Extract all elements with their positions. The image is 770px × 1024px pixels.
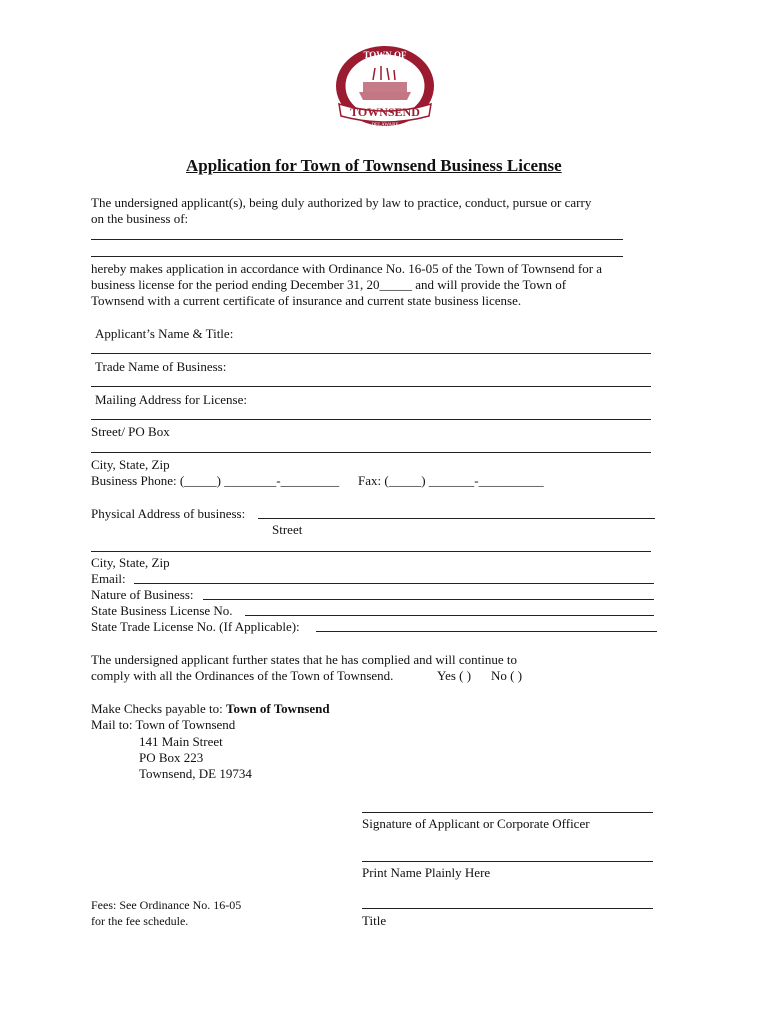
business-of-line-2[interactable] [91, 256, 623, 257]
state-business-license-line[interactable] [245, 615, 654, 616]
state-trade-license-line[interactable] [316, 631, 657, 632]
signature-label: Signature of Applicant or Corporate Officer [362, 816, 590, 831]
applicant-name-label: Applicant’s Name & Title: [95, 326, 234, 341]
payment-checks-line [91, 701, 330, 717]
mail-city: Townsend, DE 19734 [139, 766, 252, 781]
signature-line[interactable] [362, 812, 653, 813]
checks-label: Make Checks payable to: [91, 701, 223, 716]
ordinance-line-1: hereby makes application in accordance with Ordinance No. 16-05 of the Town of Townsend for a [91, 261, 603, 276]
trade-name-line[interactable] [91, 386, 651, 387]
mailing-address-line[interactable] [91, 419, 651, 420]
seal-top-text: TOWN OF [363, 50, 407, 60]
business-of-line-1[interactable] [91, 239, 623, 240]
applicant-name-line[interactable] [91, 353, 651, 354]
seal-year-right: 85 [415, 83, 422, 91]
city-state-zip-label: City, State, Zip [91, 457, 170, 472]
mail-to-line: Mail to: Town of Townsend [91, 717, 236, 732]
seal-year-left: 18 [347, 83, 354, 91]
town-seal-logo [333, 44, 437, 132]
physical-address-label: Physical Address of business: [91, 506, 246, 521]
mail-po-box: PO Box 223 [139, 750, 204, 765]
seal-name: TOWNSEND [350, 105, 420, 119]
street-po-line[interactable] [91, 452, 651, 453]
print-name-label: Print Name Plainly Here [362, 865, 491, 880]
seal-state: DELAWARE [371, 123, 399, 128]
email-label: Email: [91, 571, 126, 586]
title-label: Title [362, 913, 387, 928]
payee-name: Town of Townsend [226, 701, 330, 716]
fees-line-1: Fees: See Ordinance No. 16-05 [91, 898, 242, 912]
street-caption: Street [272, 522, 303, 537]
mail-street: 141 Main Street [139, 734, 223, 749]
fees-line-2: for the fee schedule. [91, 914, 189, 928]
state-business-license-label: State Business License No. [91, 603, 233, 618]
no-checkbox[interactable]: No ( ) [491, 668, 523, 683]
fax-field[interactable]: Fax: (_____) _______-__________ [358, 473, 544, 488]
nature-line[interactable] [203, 599, 654, 600]
page-title: Application for Town of Townsend Business License [186, 156, 562, 175]
business-phone-field[interactable]: Business Phone: (_____) ________-_________ [91, 473, 340, 488]
ordinance-line-2: business license for the period ending December 31, 20_____ and will provide the Town of [91, 277, 567, 292]
ordinance-line-3: Townsend with a current certificate of insurance and current state business license. [91, 293, 522, 308]
physical-city-line[interactable] [91, 551, 651, 552]
yes-checkbox[interactable]: Yes ( ) [437, 668, 472, 683]
street-po-label: Street/ PO Box [91, 424, 170, 439]
title-line[interactable] [362, 908, 653, 909]
intro-line-1: The undersigned applicant(s), being duly authorized by law to practice, conduct, pursue or carry [91, 195, 592, 210]
email-line[interactable] [134, 583, 654, 584]
trade-name-label: Trade Name of Business: [95, 359, 227, 374]
nature-label: Nature of Business: [91, 587, 194, 602]
compliance-line-1: The undersigned applicant further states that he has complied and will continue to [91, 652, 517, 667]
print-name-line[interactable] [362, 861, 653, 862]
physical-address-line[interactable] [258, 518, 655, 519]
state-trade-license-label: State Trade License No. (If Applicable): [91, 619, 300, 634]
compliance-line-2: comply with all the Ordinances of the Town of Townsend. [91, 668, 394, 683]
mailing-address-label: Mailing Address for License: [95, 392, 247, 407]
intro-line-2: on the business of: [91, 211, 189, 226]
city-state-zip-label-2: City, State, Zip [91, 555, 170, 570]
